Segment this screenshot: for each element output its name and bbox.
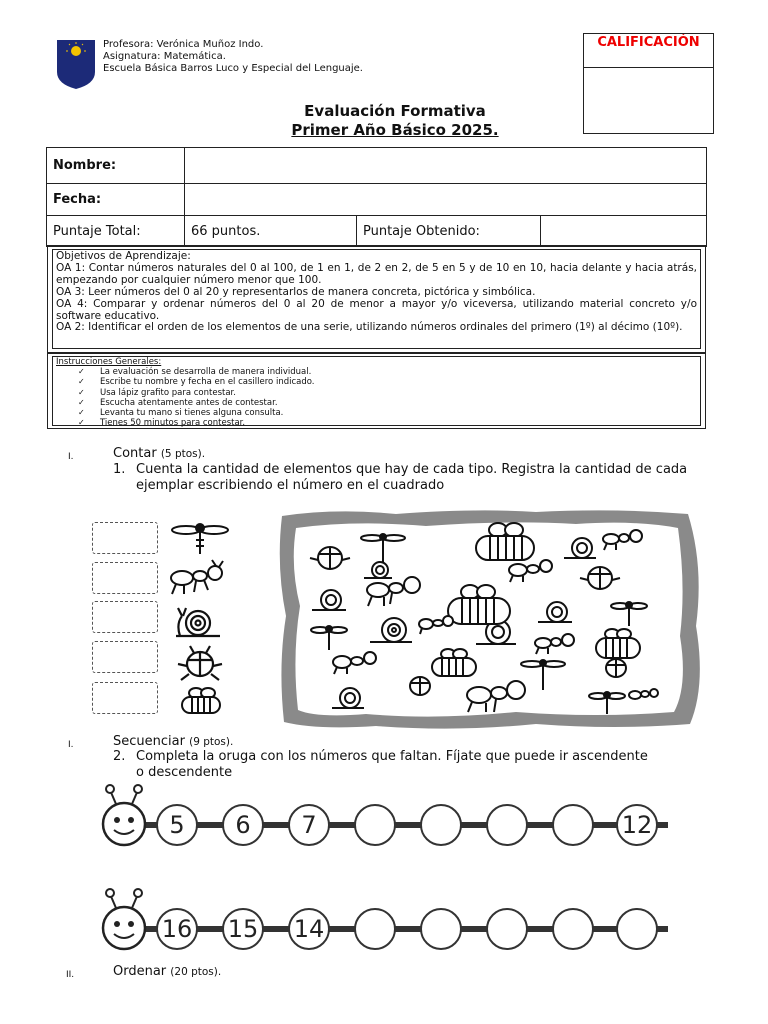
caterpillar-ball: 15 (222, 908, 264, 950)
caterpillar-1 (98, 784, 672, 864)
school-line: Escuela Básica Barros Luco y Especial del Lenguaje. (103, 63, 363, 74)
section-order-title-text: Ordenar (113, 964, 167, 979)
caterpillar-answer-ball[interactable] (354, 804, 396, 846)
instruction-item: ✓ Usa lápiz grafito para contestar. (100, 388, 697, 398)
instructions-box (47, 353, 706, 429)
objectives-box (47, 245, 706, 353)
subject-line: Asignatura: Matemática. (103, 51, 226, 62)
item-2-number: 2. (113, 749, 126, 764)
caterpillar-answer-ball[interactable] (486, 908, 528, 950)
instruction-item: ✓ La evaluación se desarrolla de manera individual. (100, 367, 697, 377)
section-sequence-title-text: Secuenciar (113, 734, 185, 749)
name-label: Nombre: (47, 148, 185, 184)
caterpillar-ball: 16 (156, 908, 198, 950)
instruction-item: ✓ Escucha atentamente antes de contestar. (100, 398, 697, 408)
caterpillar-answer-ball[interactable] (354, 908, 396, 950)
instruction-item: ✓ Levanta tu mano si tienes alguna consulta. (100, 408, 697, 418)
caterpillar-2 (98, 888, 672, 968)
beetle-icon (178, 646, 222, 680)
caterpillar-head-icon (98, 888, 154, 968)
instruction-item: ✓ Escribe tu nombre y fecha en el casillero indicado. (100, 377, 697, 387)
total-score-label: Puntaje Total: (47, 216, 185, 247)
ant-icon (629, 689, 658, 699)
section-sequence-numeral: I. (68, 740, 74, 750)
caterpillar-answer-ball[interactable] (616, 908, 658, 950)
count-answer-box[interactable] (92, 601, 158, 633)
instruction-item: ✓ Tienes 50 minutos para contestar. (100, 418, 697, 428)
caterpillar-ball: 6 (222, 804, 264, 846)
page-subtitle: Primer Año Básico 2025. (291, 121, 499, 139)
section-count-numeral: I. (68, 452, 74, 462)
grade-field[interactable] (584, 68, 713, 132)
school-logo (55, 38, 97, 90)
item-1-instruction: Cuenta la cantidad de elementos que hay de cada tipo. Registra la cantidad de cada ejemplar escribiendo el número en el cuadrado (136, 462, 688, 493)
objective-item: OA 2: Identificar el orden de los elementos de una serie, utilizando números ordinales del primero (1º) al décimo (10º). (56, 321, 683, 334)
date-label: Fecha: (47, 184, 185, 216)
objective-item: OA 4: Comparar y ordenar números del 0 al 20 de menor a mayor y/o viceversa, utilizando material concreto y/o software educativo. (56, 297, 697, 322)
caterpillar-answer-ball[interactable] (552, 908, 594, 950)
bee-icon (182, 688, 220, 713)
beetle-icon (606, 659, 626, 677)
beetle-icon (410, 677, 430, 695)
item-2-instruction: Completa la oruga con los números que faltan. Fíjate que puede ir ascendente o descendente (136, 749, 648, 780)
page-title: Evaluación Formativa (304, 102, 486, 120)
caterpillar-head-icon (98, 784, 154, 864)
caterpillar-answer-ball[interactable] (420, 804, 462, 846)
section-count-points: (5 ptos). (160, 448, 206, 460)
grade-box (583, 33, 714, 134)
caterpillar-ball: 7 (288, 804, 330, 846)
item-1-number: 1. (113, 462, 126, 477)
section-count-title (113, 446, 205, 461)
count-answer-box[interactable] (92, 682, 158, 714)
section-sequence-points: (9 ptos). (189, 736, 234, 748)
grade-title: CALIFICACIÓN (584, 34, 713, 68)
snail-icon (176, 608, 220, 636)
count-answer-box[interactable] (92, 641, 158, 673)
caterpillar-answer-ball[interactable] (552, 804, 594, 846)
date-field[interactable] (185, 184, 707, 216)
total-score-value: 66 puntos. (185, 216, 357, 247)
caterpillar-answer-ball[interactable] (486, 804, 528, 846)
teacher-line: Profesora: Verónica Muñoz Indo. (103, 39, 264, 50)
section-sequence-title (113, 734, 233, 749)
section-order-title (113, 964, 221, 979)
objective-item: OA 3: Leer números del 0 al 20 y representarlos de manera concreta, pictórica y simbólica. (56, 285, 536, 298)
count-answer-box[interactable] (92, 522, 158, 554)
ant-icon (171, 560, 223, 594)
dragonfly-icon (172, 524, 228, 554)
instructions-heading: Instrucciones Generales: (56, 357, 162, 367)
caterpillar-ball: 5 (156, 804, 198, 846)
objective-item: OA 1: Contar números naturales del 0 al 100, de 1 en 1, de 2 en 2, de 5 en 5 y de 10 en 10, hacia delante y hacia atrás, empezando por cualquier número menor que 100. (56, 261, 697, 286)
count-answer-box[interactable] (92, 562, 158, 594)
section-order-numeral: II. (66, 970, 75, 980)
obtained-score-field[interactable] (541, 216, 707, 247)
legend-icons (168, 516, 232, 716)
caterpillar-ball: 14 (288, 908, 330, 950)
objectives-heading: Objetivos de Aprendizaje: (56, 250, 191, 262)
section-order-points: (20 ptos). (170, 966, 222, 978)
caterpillar-ball: 12 (616, 804, 658, 846)
counting-picture (276, 506, 710, 732)
caterpillar-answer-ball[interactable] (420, 908, 462, 950)
section-count-title-text: Contar (113, 446, 157, 461)
obtained-score-label: Puntaje Obtenido: (357, 216, 541, 247)
student-info-table (46, 147, 707, 247)
name-field[interactable] (185, 148, 707, 184)
